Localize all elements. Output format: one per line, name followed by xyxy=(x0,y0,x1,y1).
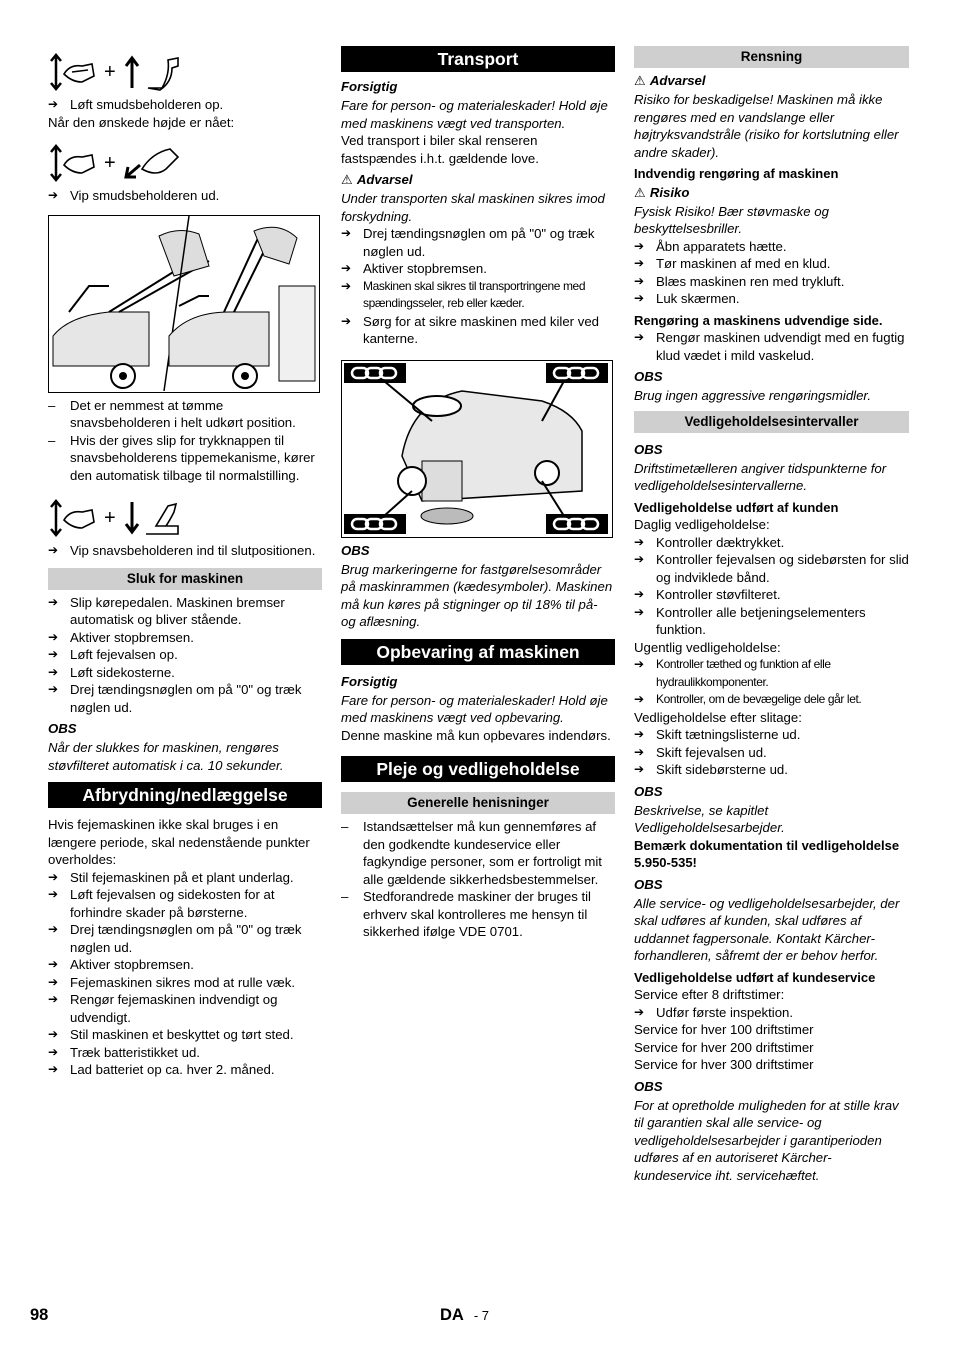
warning-triangle-icon: ⚠ xyxy=(634,184,646,200)
tip-out-hand-icon xyxy=(122,143,182,183)
cleaning-heading: Rensning xyxy=(634,46,909,68)
tip-in-step: ➔ Vip snavsbeholderen ind til slutpositionen. xyxy=(48,543,316,558)
storage-caution-label: Forsigtig xyxy=(341,673,398,689)
list-item: ➔ Tør maskinen af med en klud. xyxy=(634,256,831,271)
hand-button-up-down-icon xyxy=(48,498,98,538)
list-item: ➔ Kontroller, om de bevægelige dele går let. xyxy=(634,692,862,706)
column-right xyxy=(634,46,909,1184)
sweeper-hopper-drawing xyxy=(49,216,318,391)
care-heading: Pleje og vedligeholdelse xyxy=(341,756,615,782)
general-heading: Generelle henisninger xyxy=(341,792,615,814)
interrupt-heading: Afbrydning/nedlæggelse xyxy=(48,782,322,808)
obs-label: OBS xyxy=(634,783,663,799)
obs-label: OBS xyxy=(48,721,77,736)
storage-text: Denne maskine må kun opbevares indendørs. xyxy=(341,727,611,743)
interrupt-intro: Hvis fejemaskinen ikke skal bruges i en længere periode, skal nedenstående punkter overholdes: xyxy=(48,817,310,867)
list-item: ➔ Drej tændingsnøglen om på "0" og træk nøglen ud. xyxy=(48,922,302,955)
hand-button-up-down-icon xyxy=(48,143,98,183)
risk-text: Fysisk Risiko! Bær støvmaske og beskyttelsesbriller. xyxy=(634,203,829,236)
customer-heading: Vedligeholdelse udført af kunden xyxy=(634,499,839,515)
obs-text: Brug markeringerne for fastgørelsesområder på maskinrammen (kædesymboler). Maskinen må kun køres på stigninger op til 18% til på- og aflæsning. xyxy=(341,561,613,629)
caution-label: Forsigtig xyxy=(341,79,398,94)
list-item: ➔ Løft fejevalsen op. xyxy=(48,647,178,662)
arrow-up-lever-icon xyxy=(122,52,182,92)
storage-caution-text: Fare for person- og materialeskader! Hold øje med maskinens vægt ved opbevaring. xyxy=(341,692,608,725)
warning-triangle-icon: ⚠ xyxy=(341,172,353,187)
service-line: Service for hver 100 driftstimer xyxy=(634,1022,814,1037)
sweeper-chain-points-drawing xyxy=(342,361,611,536)
obs-text: Alle service- og vedligeholdelsesarbejder, der skal udføres af kunden, skal udføres af uddannet fagpersonale. Kontakt Kärcher-forhandleren, såfremt der er behov herfor. xyxy=(634,895,900,963)
list-item: ➔ Kontroller støvfilteret. xyxy=(634,587,781,602)
service-line: Service for hver 300 driftstimer xyxy=(634,1057,814,1072)
list-item: ➔ Åbn apparatets hætte. xyxy=(634,238,787,254)
list-item: ➔ Løft fejevalsen og sidekosten for at forhindre skader på børsterne. xyxy=(48,887,275,920)
plus-icon: + xyxy=(104,151,116,174)
obs-label: OBS xyxy=(634,1078,663,1094)
plus-icon: + xyxy=(104,506,116,529)
intervals-heading: Vedligeholdelsesintervaller xyxy=(634,411,909,433)
list-item: ➔ Træk batteristikket ud. xyxy=(48,1044,200,1060)
list-item: ➔ Drej tændingsnøglen om på "0" og træk nøglen ud. xyxy=(48,682,302,715)
tie-down-illustration xyxy=(341,360,613,538)
list-item: ➔ Skift fejevalsen ud. xyxy=(634,744,767,760)
footer-lang: DA xyxy=(440,1306,464,1324)
warning-label: ⚠ Advarsel xyxy=(634,73,706,88)
arrow-icon: ➔ xyxy=(48,97,59,111)
page-number: 98 xyxy=(30,1306,49,1324)
footer-section xyxy=(440,1306,489,1325)
caution-text-2: Ved transport i biler skal renseren fastspændes i.h.t. gældende love. xyxy=(341,133,539,166)
list-item: ➔ Blæs maskinen ren med trykluft. xyxy=(634,273,845,289)
wear-label: Vedligeholdelse efter slitage: xyxy=(634,709,802,725)
height-text: Når den ønskede højde er nået: xyxy=(48,114,235,130)
hand-button-up-down-icon xyxy=(48,52,98,92)
list-item: ➔ Rengør fejemaskinen indvendigt og udvendigt. xyxy=(48,992,278,1025)
list-item: ➔ Stil fejemaskinen på et plant underlag. xyxy=(48,869,294,885)
service8-label: Service efter 8 driftstimer: xyxy=(634,987,785,1002)
tip-in-icons xyxy=(48,498,322,538)
list-item: ➔ Aktiver stopbremsen. xyxy=(48,629,194,645)
list-item: ➔ Sørg for at sikre maskinen med kiler ved kanterne. xyxy=(341,313,599,346)
general-item: – Istandsættelser må kun gennemføres af den godkendte kundeservice eller fagkyndige personer, som er fortroligt mit alle gældende sikkerhedsbestemmelser. xyxy=(341,819,602,887)
weekly-label: Ugentlig vedligeholdelse: xyxy=(634,639,781,655)
warning-text: Under transporten skal maskinen sikres imod forskydning. xyxy=(341,191,605,224)
obs-text: Driftstimetælleren angiver tidspunkterne for vedligeholdelsesintervallerne. xyxy=(634,460,887,493)
list-item: ➔ Kontroller tæthed og funktion af elle hydraulikkomponenter. xyxy=(634,657,831,689)
inner-heading: Indvendig rengøring af maskinen xyxy=(634,166,839,181)
list-item: ➔ Kontroller alle betjeningselementers funktion. xyxy=(634,604,866,637)
plus-icon: + xyxy=(104,60,116,83)
list-item: ➔ Maskinen skal sikres til transportringene med spændingsseler, reb eller kæder. xyxy=(341,278,586,310)
warning-label: ⚠ Advarsel xyxy=(341,172,413,187)
obs-label: OBS xyxy=(634,441,663,457)
arrow-down-lever-icon xyxy=(122,498,182,538)
arrow-icon: ➔ xyxy=(48,543,59,557)
list-item: ➔ Løft sidekosterne. xyxy=(48,664,175,680)
list-item: ➔ Slip kørepedalen. Maskinen bremser automatisk og bliver stående. xyxy=(48,594,285,627)
list-item: ➔ Stil maskinen et beskyttet og tørt sted. xyxy=(48,1027,294,1042)
obs-text: Brug ingen aggressive rengøringsmidler. xyxy=(634,388,872,403)
list-item: ➔ Kontroller dæktrykket. xyxy=(634,534,785,550)
outer-heading: Rengøring a maskinens udvendige side. xyxy=(634,312,883,328)
dirt-hopper-illustration xyxy=(48,215,320,393)
risk-label: ⚠ Risiko xyxy=(634,184,690,200)
obs-text: Når der slukkes for maskinen, rengøres støvfilteret automatisk i ca. 10 sekunder. xyxy=(48,740,284,773)
tip-icons xyxy=(48,143,322,183)
doc-note: Bemærk dokumentation til vedligeholdelse 5.950-535! xyxy=(634,837,900,870)
note-item: – Det er nemmest at tømme snavsbeholderen i helt udkørt position. xyxy=(48,397,296,430)
general-item: – Stedforandrede maskiner der bruges til erhverv skal kontrolleres me hensyn til sikkerhed ifølge VDE 0701. xyxy=(341,889,591,939)
list-item: ➔ Drej tændingsnøglen om på "0" og træk nøglen ud. xyxy=(341,226,595,259)
list-item: ➔ Luk skærmen. xyxy=(634,291,740,306)
warning-text: Risiko for beskadigelse! Maskinen må ikke rengøres med en vandslange eller højtryksvandstråle (risiko for kortslutning eller andre skader). xyxy=(634,92,899,160)
note-item: – Hvis der gives slip for trykknappen til snavsbeholderens tippemekanisme, kører den automatisk tilbage til normalstilling. xyxy=(48,432,315,483)
list-item: ➔ Skift sidebørsterne ud. xyxy=(634,762,788,777)
shutdown-heading: Sluk for maskinen xyxy=(48,568,322,590)
obs-text: Beskrivelse, se kapitlet Vedligeholdelsesarbejder. xyxy=(634,802,785,835)
obs-label: OBS xyxy=(634,369,663,384)
obs-text: For at opretholde muligheden for at stille krav til garantien skal alle service- og vedligeholdelsesarbejder i garantiperioden udføres af en autoriseret Kärcher-kundeservice iht. servicehæftet. xyxy=(634,1097,899,1183)
tip-step: ➔ Vip smudsbeholderen ud. xyxy=(48,188,220,203)
list-item: ➔ Lad batteriet op ca. hver 2. måned. xyxy=(48,1062,275,1077)
list-item: ➔ Fejemaskinen sikres mod at rulle væk. xyxy=(48,974,295,990)
footer-page: - 7 xyxy=(473,1308,489,1323)
service-line: Service for hver 200 driftstimer xyxy=(634,1039,814,1055)
storage-heading: Opbevaring af maskinen xyxy=(341,639,615,665)
obs-label: OBS xyxy=(634,876,663,892)
warning-triangle-icon: ⚠ xyxy=(634,73,646,88)
column-middle xyxy=(341,46,615,941)
obs-label: OBS xyxy=(341,542,370,558)
caution-text: Fare for person- og materialeskader! Hold øje med maskinens vægt ved transporten. xyxy=(341,98,608,131)
list-item: ➔ Udfør første inspektion. xyxy=(634,1004,794,1020)
raise-icons xyxy=(48,52,322,92)
transport-heading: Transport xyxy=(341,46,615,72)
list-item: ➔ Aktiver stopbremsen. xyxy=(341,261,487,276)
arrow-icon: ➔ xyxy=(48,188,59,202)
list-item: ➔ Kontroller fejevalsen og sidebørsten for slid og indviklede bånd. xyxy=(634,552,909,585)
daily-label: Daglig vedligeholdelse: xyxy=(634,517,770,532)
column-left xyxy=(48,40,322,1079)
service-heading: Vedligeholdelse udført af kundeservice xyxy=(634,969,876,985)
list-item: ➔ Aktiver stopbremsen. xyxy=(48,957,194,972)
list-item: ➔ Rengør maskinen udvendigt med en fugtig klud vædet i mild vaskelud. xyxy=(634,330,905,363)
list-item: ➔ Skift tætningslisterne ud. xyxy=(634,727,801,742)
raise-step: ➔ Løft smudsbeholderen op. xyxy=(48,97,224,112)
